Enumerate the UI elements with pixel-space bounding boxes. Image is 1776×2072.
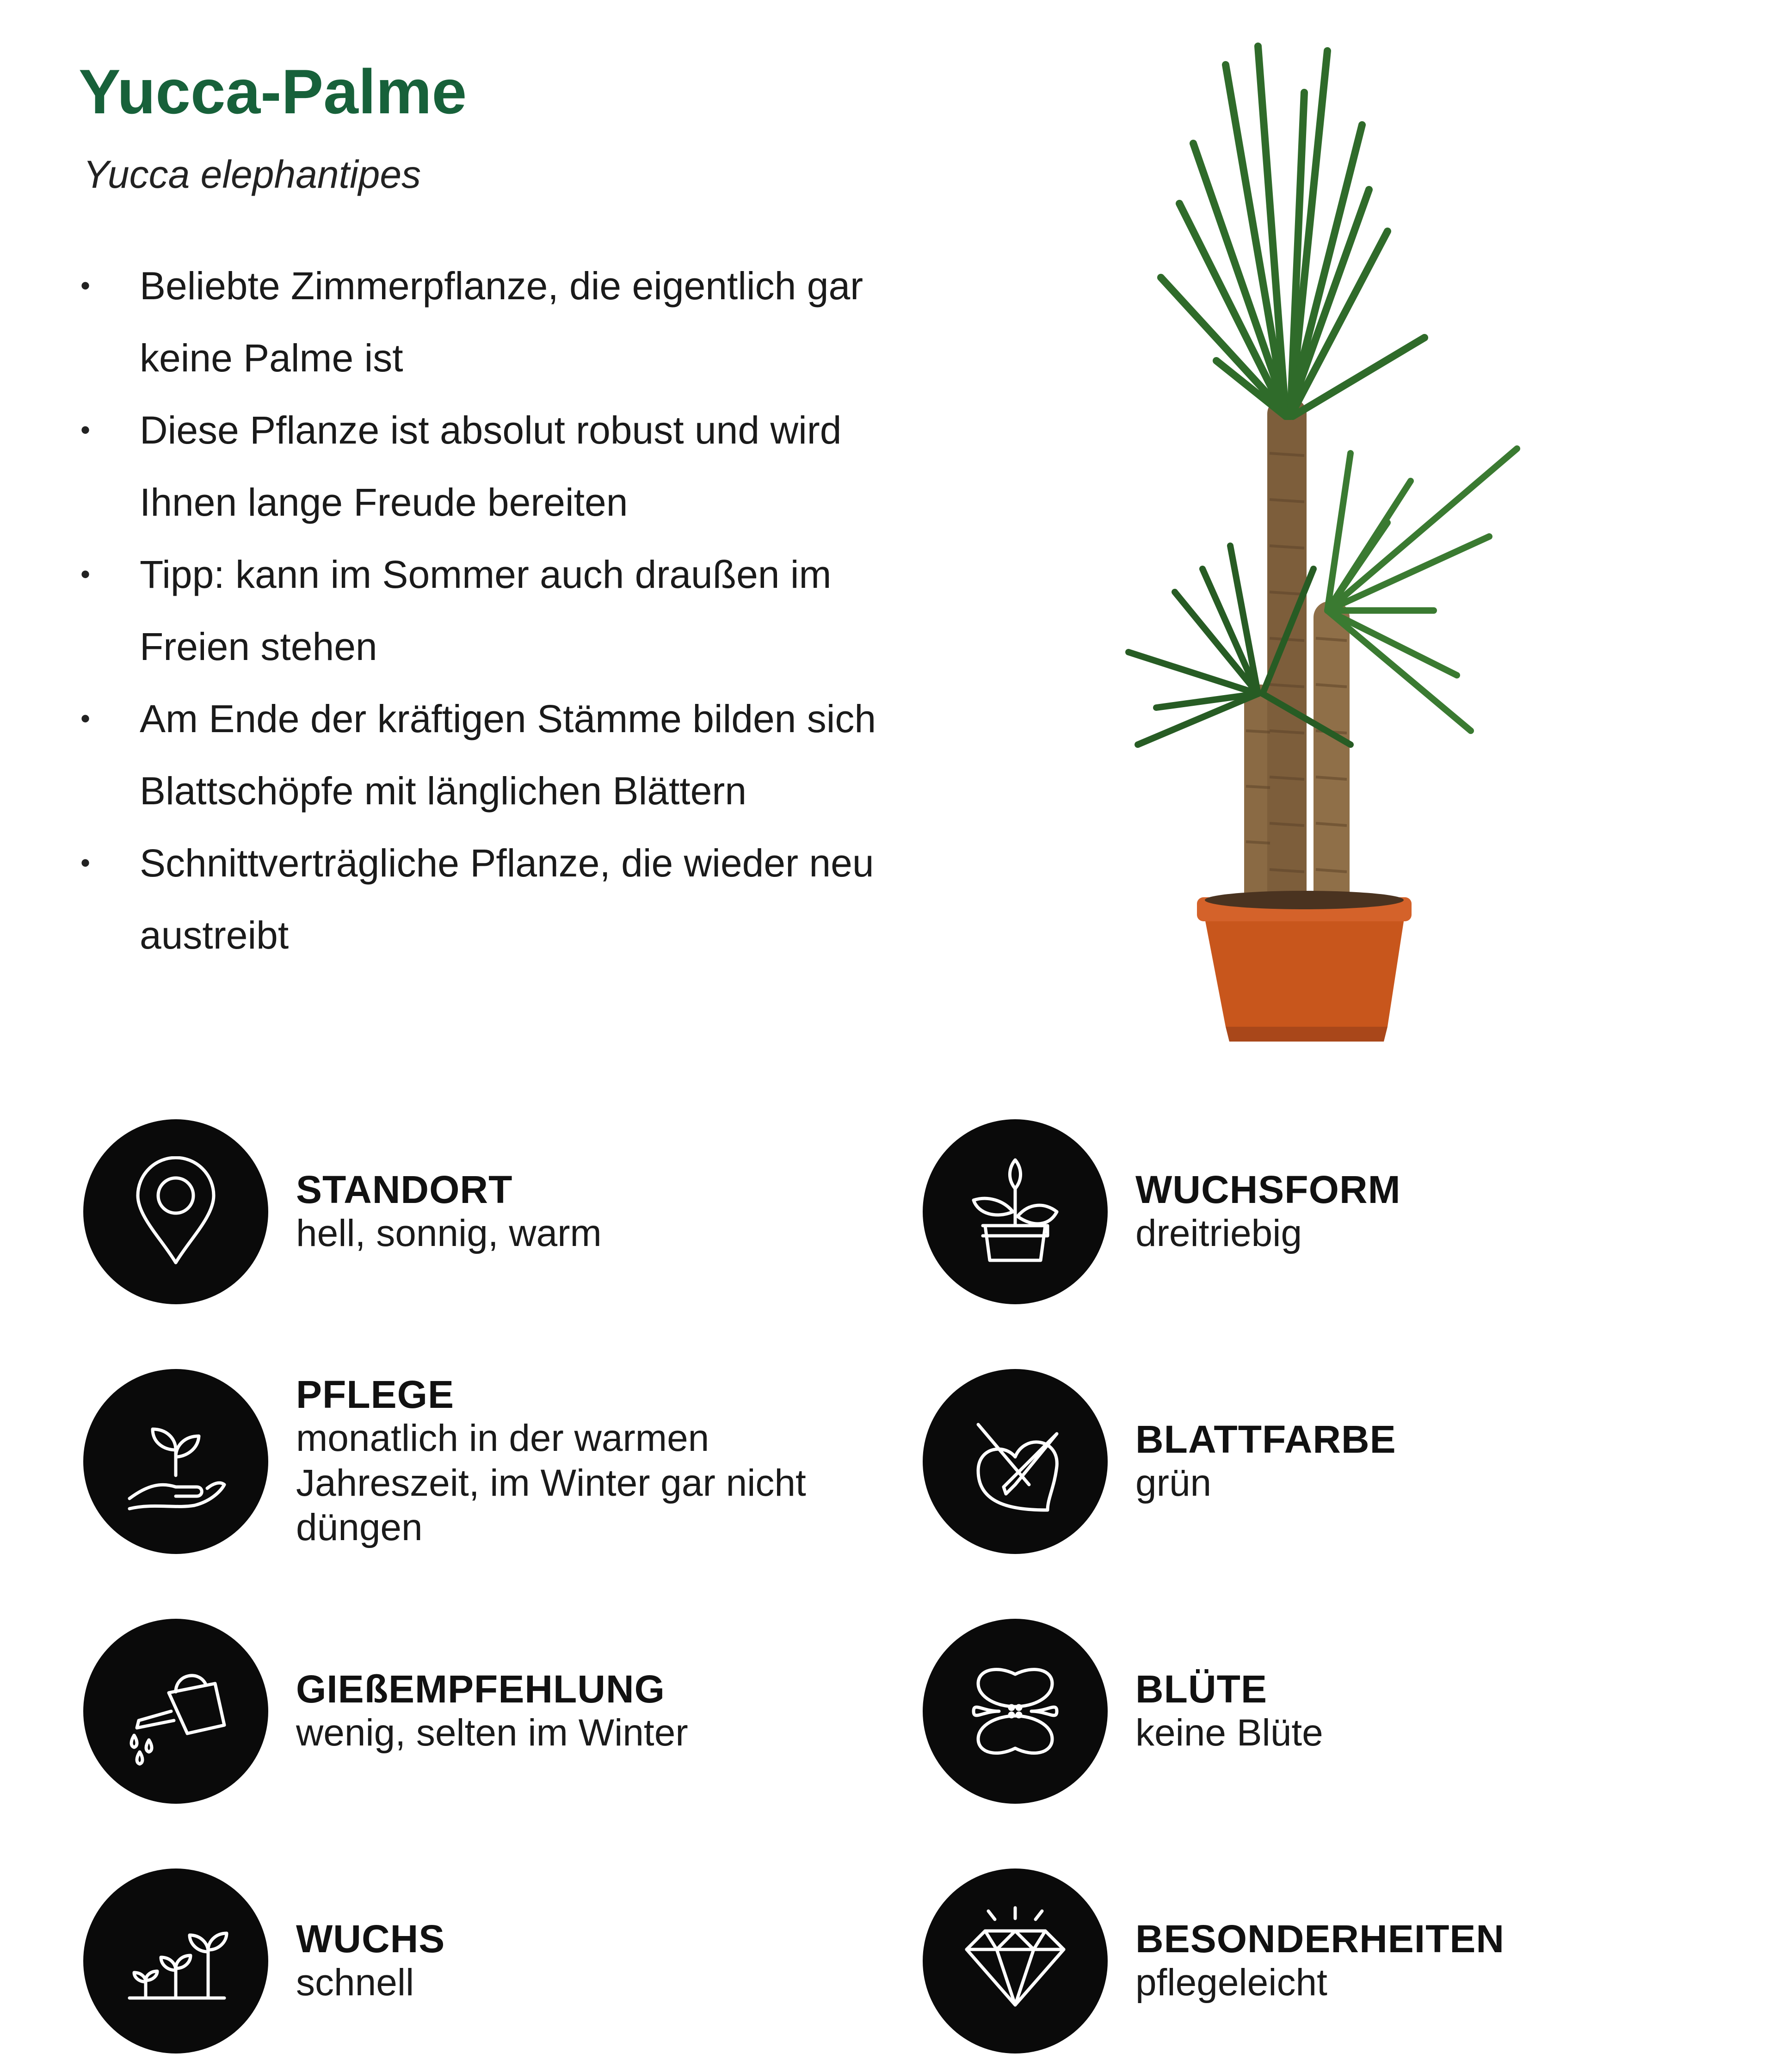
page-title: Yucca-Palme xyxy=(79,56,467,127)
bullet-item xyxy=(79,538,934,683)
feature-value: dreitriebig xyxy=(1135,1212,1302,1254)
bullet-text: Beliebte Zimmerpflanze, die eigentlich gar keine Palme ist xyxy=(140,264,863,380)
feature-label: BLÜTE xyxy=(1135,1667,1267,1711)
bullet-text: Am Ende der kräftigen Stämme bilden sich Blattschöpfe mit länglichen Blättern xyxy=(140,697,876,813)
feature-icon-circle xyxy=(923,1369,1108,1554)
feature-besonderheiten xyxy=(923,1868,1709,2063)
feature-icon-circle xyxy=(83,1868,268,2054)
feature-pflege xyxy=(83,1369,870,1563)
diamond-icon xyxy=(960,1906,1071,2016)
bullet-item xyxy=(79,250,934,394)
location-pin-icon xyxy=(120,1156,231,1267)
bullet-item xyxy=(79,683,934,827)
feature-blattfarbe xyxy=(923,1369,1709,1563)
feature-standort xyxy=(83,1119,870,1314)
feature-icon-circle xyxy=(923,1868,1108,2054)
flower-icon xyxy=(960,1656,1071,1767)
bullet-dot: • xyxy=(80,703,91,734)
bullet-item xyxy=(79,394,934,538)
feature-label: PFLEGE xyxy=(296,1372,455,1416)
latin-name: Yucca elephantipes xyxy=(83,153,421,196)
feature-value: wenig, selten im Winter xyxy=(296,1711,688,1754)
seedling-hand-icon xyxy=(120,1406,231,1517)
feature-value: hell, sonnig, warm xyxy=(296,1212,602,1254)
feature-icon-circle xyxy=(83,1619,268,1804)
feature-icon-circle xyxy=(83,1119,268,1304)
potted-plant-icon xyxy=(960,1156,1071,1267)
feature-value: monatlich in der warmen Jahreszeit, im Winter gar nicht düngen xyxy=(296,1417,806,1549)
feature-label: BLATTFARBE xyxy=(1135,1417,1396,1461)
feature-label: WUCHSFORM xyxy=(1135,1167,1401,1211)
bullet-dot: • xyxy=(80,559,91,590)
feature-label: STANDORT xyxy=(296,1167,513,1211)
feature-value: grün xyxy=(1135,1462,1212,1504)
watering-can-icon xyxy=(120,1656,231,1767)
feature-giessempfehlung xyxy=(83,1619,870,1813)
bullet-dot: • xyxy=(80,270,91,301)
feature-value: pflegeleicht xyxy=(1135,1961,1327,2004)
feature-icon-circle xyxy=(83,1369,268,1554)
feature-label: BESONDERHEITEN xyxy=(1135,1917,1505,1961)
feature-bluete xyxy=(923,1619,1709,1813)
product-image-yucca xyxy=(1110,37,1545,1045)
bullet-item xyxy=(79,827,934,971)
feature-value: keine Blüte xyxy=(1135,1711,1323,1754)
feature-icon-circle xyxy=(923,1619,1108,1804)
feature-label: WUCHS xyxy=(296,1917,445,1961)
bullet-dot: • xyxy=(80,414,91,445)
plant-pot xyxy=(1202,906,1406,1027)
feature-icon-circle xyxy=(923,1119,1108,1304)
feature-label: GIEßEMPFEHLUNG xyxy=(296,1667,666,1711)
growth-icon xyxy=(120,1906,231,2016)
bullet-text: Tipp: kann im Sommer auch draußen im Freien stehen xyxy=(140,553,832,668)
bullet-dot: • xyxy=(80,847,91,878)
bullet-text: Schnittverträgliche Pflanze, die wieder neu austreibt xyxy=(140,841,874,957)
bullet-text: Diese Pflanze ist absolut robust und wird Ihnen lange Freude bereiten xyxy=(140,408,842,524)
leaf-brush-icon xyxy=(960,1406,1071,1517)
trunk-middle xyxy=(1267,398,1307,920)
feature-wuchs xyxy=(83,1868,870,2063)
feature-value: schnell xyxy=(296,1961,414,2004)
feature-bullet-list xyxy=(79,250,934,971)
feature-wuchsform xyxy=(923,1119,1709,1314)
